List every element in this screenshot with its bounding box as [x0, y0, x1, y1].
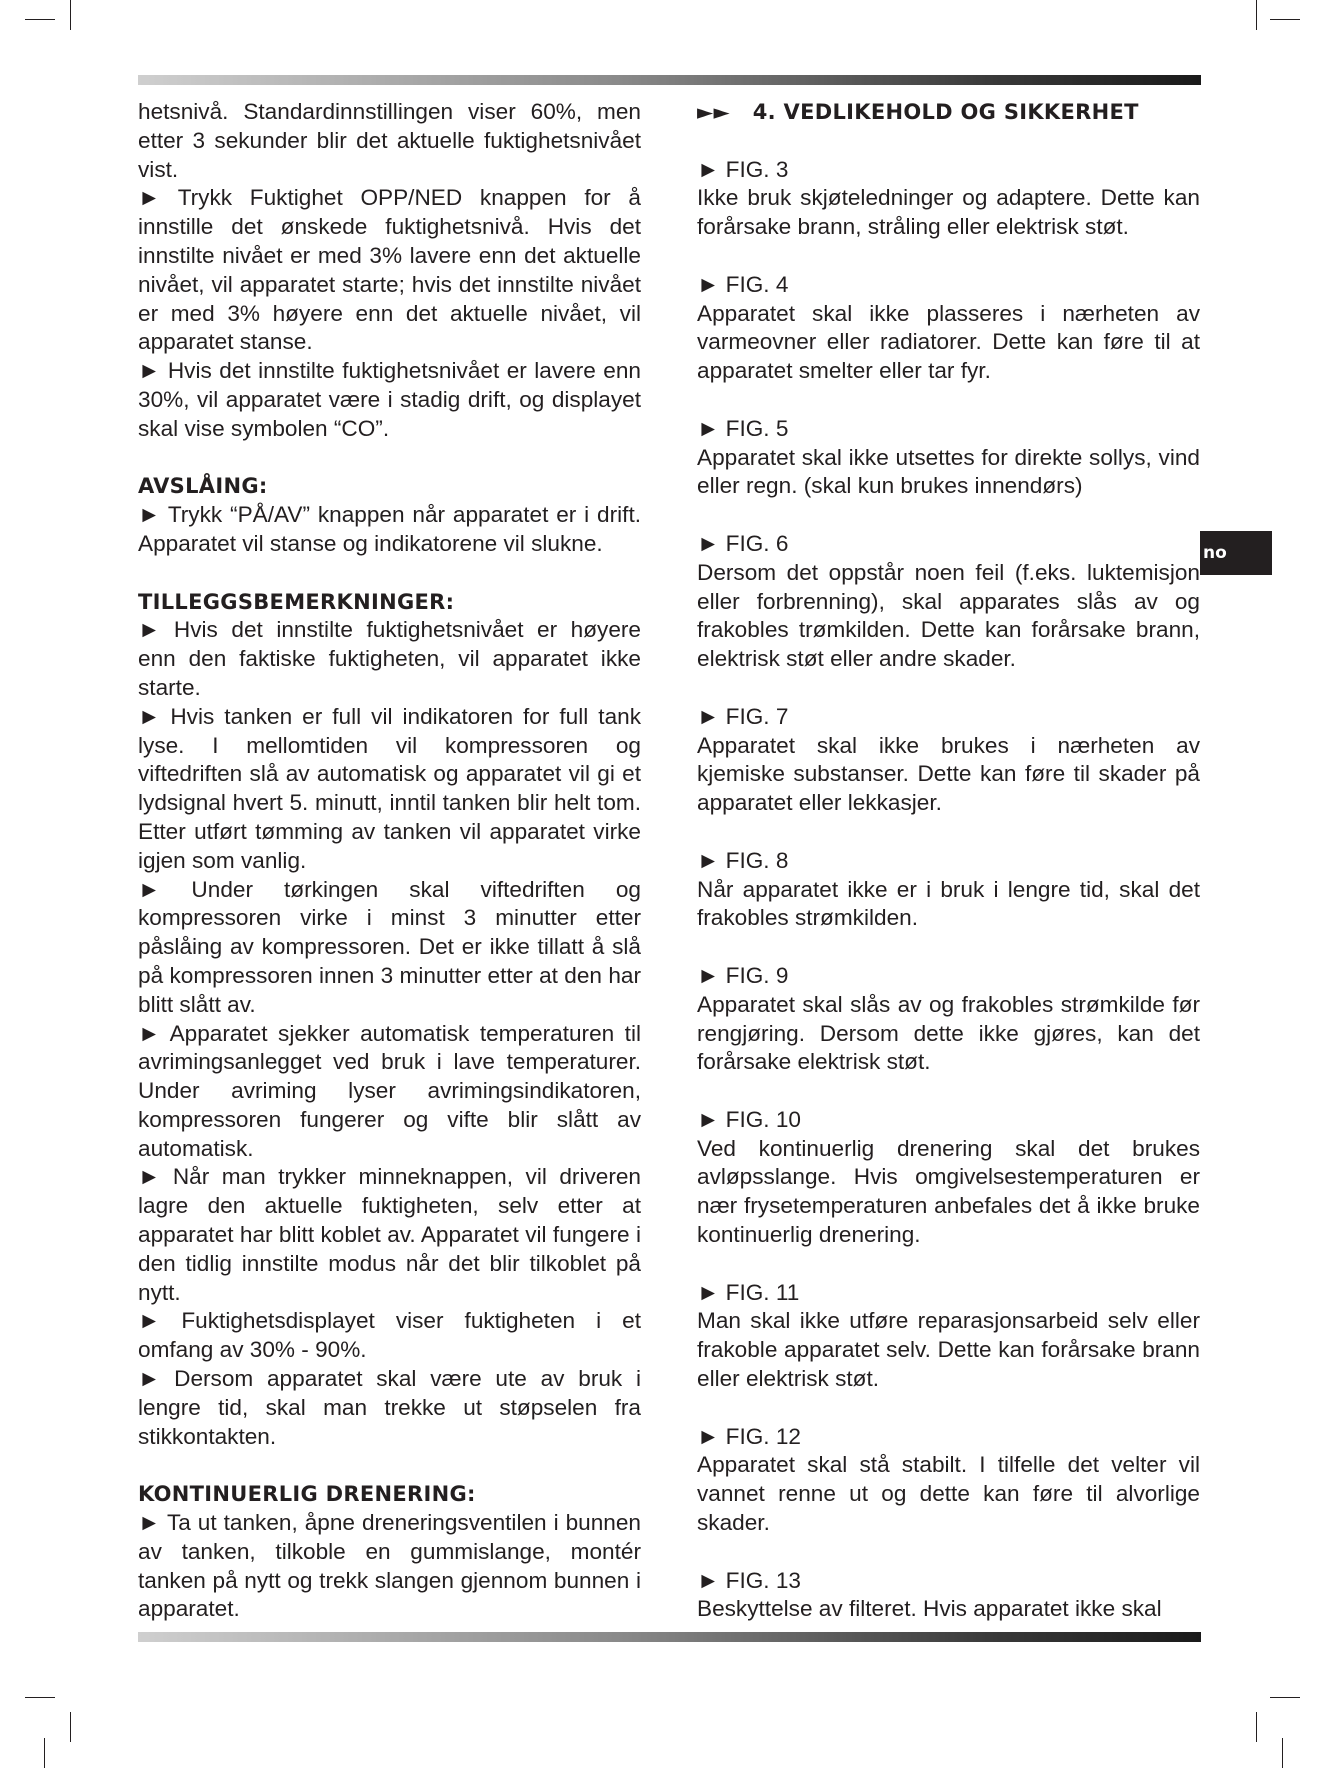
left-column — [138, 98, 641, 1624]
fig-text: Beskyttelse av filteret. Hvis apparatet ikke skal — [697, 1596, 1162, 1622]
fig-text: Ved kontinuerlig drenering skal det brukes avløpsslange. Hvis omgivelsestemperaturen er nær frysetemperaturen anbefales det å ikke bruke kontinuerlig drenering. — [697, 1135, 1200, 1248]
paragraph: ► Dersom apparatet skal være ute av bruk i lengre tid, skal man trekke ut støpselen fra stikkontakten. — [138, 1366, 641, 1449]
paragraph: hetsnivå. Standardinnstillingen viser 60%, men etter 3 sekunder blir det aktuelle fuktighetsnivået vist. — [138, 99, 641, 182]
top-gradient-bar — [138, 75, 1201, 85]
fig-label: ► FIG. 6 — [697, 530, 789, 556]
fig-label: ► FIG. 13 — [697, 1567, 801, 1593]
fig-text: Ikke bruk skjøteledninger og adaptere. Dette kan forårsake brann, stråling eller elektrisk støt. — [697, 185, 1200, 240]
paragraph: ► Når man trykker minneknappen, vil driveren lagre den aktuelle fuktigheten, selv etter at apparatet har blitt koblet av. Apparatet vil fungere i den tidlig innstilte modus når det blir tilkoblet på nytt. — [138, 1164, 641, 1305]
crop-mark — [25, 19, 55, 20]
crop-mark — [1270, 1697, 1300, 1698]
paragraph: ► Hvis det innstilte fuktighetsnivået er lavere enn 30%, vil apparatet være i stadig drift, og displayet skal vise symbolen “CO”. — [138, 358, 641, 441]
fig-text: Apparatet skal stå stabilt. I tilfelle det velter vil vannet renne ut og dette kan føre til alvorlige skader. — [697, 1452, 1200, 1536]
fig-label: ► FIG. 7 — [697, 703, 789, 729]
right-column — [697, 98, 1200, 1624]
language-tab: no — [1200, 531, 1272, 575]
paragraph: ► Trykk Fuktighet OPP/NED knappen for å innstille det ønskede fuktighetsnivå. Hvis det innstilte nivået er med 3% lavere enn det aktuelle nivået, vil apparatet starte; hvis det innstilte nivået er med 3% høyere enn det aktuelle nivået, vil apparatet stanse. — [138, 185, 641, 355]
fig-label: ► FIG. 11 — [697, 1279, 800, 1305]
paragraph: ► Ta ut tanken, åpne dreneringsventilen i bunnen av tanken, tilkoble en gummislange, montér tanken på nytt og trekk slangen gjennom bunnen i apparatet. — [138, 1510, 641, 1622]
fig-text: Når apparatet ikke er i bruk i lengre tid, skal det frakobles strømkilden. — [697, 876, 1200, 931]
fig-label: ► FIG. 4 — [697, 271, 789, 297]
paragraph: ► Trykk “PÅ/AV” knappen når apparatet er i drift. Apparatet vil stanse og indikatorene vil slukne. — [138, 502, 641, 556]
fig-label: ► FIG. 5 — [697, 415, 789, 441]
crop-mark — [1282, 1738, 1283, 1768]
fig-label: ► FIG. 3 — [697, 156, 789, 182]
section-heading-avslaing: AVSLÅING: — [138, 474, 268, 499]
section-heading-drenering: KONTINUERLIG DRENERING: — [138, 1482, 476, 1507]
section-heading-tillegg: TILLEGGSBEMERKNINGER: — [138, 589, 455, 614]
paragraph: ► Fuktighetsdisplayet viser fuktigheten i et omfang av 30% - 90%. — [138, 1308, 641, 1363]
fig-label: ► FIG. 10 — [697, 1106, 801, 1132]
fig-label: ► FIG. 12 — [697, 1423, 801, 1449]
crop-mark — [25, 1697, 55, 1698]
crop-mark — [70, 0, 71, 30]
fig-text: Apparatet skal slås av og frakobles strømkilde før rengjøring. Dersom dette ikke gjøres, kan det forårsake elektrisk støt. — [697, 991, 1200, 1075]
bottom-gradient-bar — [138, 1632, 1201, 1642]
crop-mark — [1256, 1712, 1257, 1742]
fig-label: ► FIG. 9 — [697, 962, 789, 988]
paragraph: ► Apparatet sjekker automatisk temperaturen til avrimingsanlegget ved bruk i lave temperaturer. Under avriming lyser avrimingsindikatoren, kompressoren fungerer og vifte blir slått av automatisk. — [138, 1020, 641, 1161]
paragraph: ► Hvis tanken er full vil indikatoren for full tank lyse. I mellomtiden vil kompressoren og viftedriften slå av automatisk og apparatet vil gi et lydsignal hvert 5. minutt, inntil tanken blir helt tom. Etter utført tømming av tanken vil apparatet virke igjen som vanlig. — [138, 703, 641, 873]
fig-text: Apparatet skal ikke brukes i nærheten av kjemiske substanser. Dette kan føre til skader på apparatet eller lekkasjer. — [697, 732, 1200, 816]
paragraph: ► Under tørkingen skal viftedriften og kompressoren virke i minst 3 minutter etter påslåing av kompressoren. Det er ikke tillatt å slå på kompressoren innen 3 minutter etter at den har blitt slått av. — [138, 876, 641, 1017]
fig-text: Dersom det oppstår noen feil (f.eks. luktemisjon eller forbrenning), skal apparates slås av og frakobles trømkilden. Dette kan forårsake brann, elektrisk støt eller andre skader. — [697, 559, 1200, 672]
fig-text: Apparatet skal ikke plasseres i nærheten av varmeovner eller radiatorer. Dette kan føre til at apparatet smelter eller tar fyr. — [697, 300, 1200, 384]
crop-mark — [70, 1712, 71, 1742]
crop-mark — [1270, 19, 1300, 20]
crop-mark — [44, 1738, 45, 1768]
fig-label: ► FIG. 8 — [697, 847, 789, 873]
paragraph: ► Hvis det innstilte fuktighetsnivået er høyere enn den faktiske fuktigheten, vil apparatet ikke starte. — [138, 617, 641, 700]
fig-text: Man skal ikke utføre reparasjonsarbeid selv eller frakoble apparatet selv. Dette kan forårsake brann eller elektrisk støt. — [697, 1308, 1200, 1392]
fig-text: Apparatet skal ikke utsettes for direkte sollys, vind eller regn. (skal kun brukes innendørs) — [697, 444, 1200, 499]
crop-mark — [1256, 0, 1257, 30]
section-heading-vedlikehold: ►► 4. VEDLIKEHOLD OG SIKKERHET — [697, 100, 1139, 124]
